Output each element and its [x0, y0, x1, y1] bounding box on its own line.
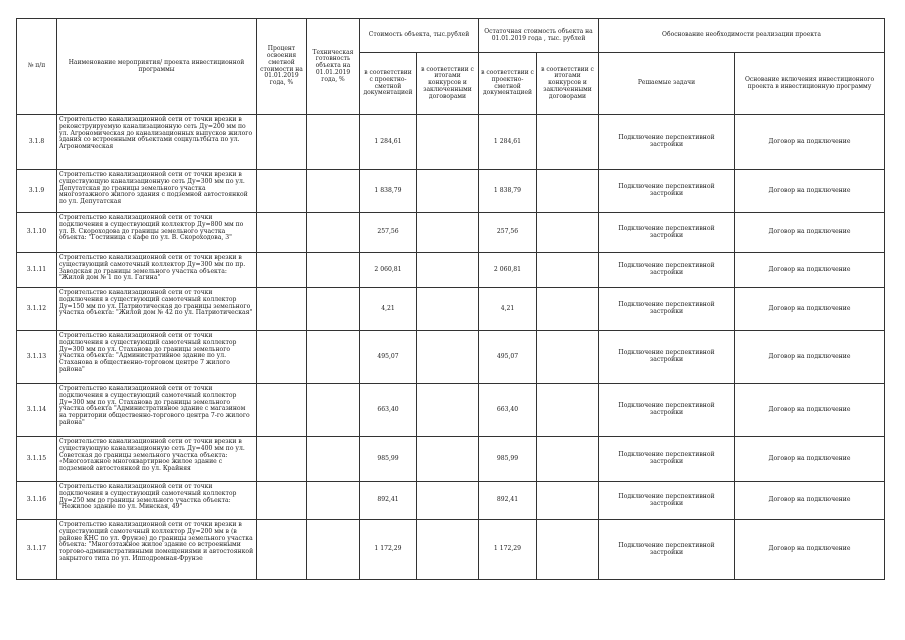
row-residual-contracts	[537, 288, 599, 331]
row-cost-design: 2 060,81	[360, 253, 417, 288]
row-number: 3.1.9	[17, 170, 57, 213]
row-task: Подключение перспективной застройки	[599, 331, 735, 384]
row-number: 3.1.8	[17, 115, 57, 170]
row-task: Подключение перспективной застройки	[599, 213, 735, 253]
col-name-header: Наименование мероприятия/ проекта инвестиционной программы	[57, 19, 257, 115]
row-cost-design: 1 838,79	[360, 170, 417, 213]
row-residual-contracts	[537, 170, 599, 213]
row-percent	[257, 288, 307, 331]
row-percent	[257, 384, 307, 437]
row-basis: Договор на подключение	[735, 520, 885, 580]
row-residual-design: 985,99	[479, 437, 537, 482]
row-residual-design: 495,07	[479, 331, 537, 384]
row-task: Подключение перспективной застройки	[599, 288, 735, 331]
row-readiness	[307, 288, 360, 331]
row-residual-contracts	[537, 384, 599, 437]
table-row	[17, 482, 885, 520]
document-sheet	[16, 18, 885, 580]
row-cost-contracts	[417, 331, 479, 384]
row-residual-contracts	[537, 331, 599, 384]
row-cost-design: 663,40	[360, 384, 417, 437]
row-readiness	[307, 213, 360, 253]
table-row	[17, 213, 885, 253]
row-task: Подключение перспективной застройки	[599, 520, 735, 580]
row-cost-design: 892,41	[360, 482, 417, 520]
row-basis: Договор на подключение	[735, 115, 885, 170]
row-readiness	[307, 170, 360, 213]
residual-group-header: Остаточная стоимость объекта на 01.01.2019 года , тыс. рублей	[479, 19, 599, 53]
row-percent	[257, 520, 307, 580]
row-cost-design: 4,21	[360, 288, 417, 331]
row-cost-contracts	[417, 213, 479, 253]
row-readiness	[307, 331, 360, 384]
row-cost-contracts	[417, 115, 479, 170]
row-cost-contracts	[417, 482, 479, 520]
row-basis: Договор на подключение	[735, 437, 885, 482]
row-basis: Договор на подключение	[735, 482, 885, 520]
row-percent	[257, 115, 307, 170]
row-residual-design: 2 060,81	[479, 253, 537, 288]
col-num-header: № п/п	[17, 19, 57, 115]
table-row	[17, 520, 885, 580]
row-residual-design: 892,41	[479, 482, 537, 520]
row-readiness	[307, 253, 360, 288]
row-residual-design: 4,21	[479, 288, 537, 331]
col-readiness-header: Техническая готовность объекта на 01.01.2019 года, %	[307, 19, 360, 115]
row-number: 3.1.14	[17, 384, 57, 437]
row-name: Строительство канализационной сети от точки подключения в существующий коллектор Ду=800 мм по ул. В. Скороходова до границы земельного участка объекта: "Гостиница с кафе по ул. В. Скороходова, 3"	[57, 213, 257, 253]
basis-header: Основание включения инвестиционного проекта в инвестиционную программу	[735, 53, 885, 115]
row-percent	[257, 253, 307, 288]
row-percent	[257, 331, 307, 384]
row-name: Строительство канализационной сети от точки подключения в существующий самотечный коллектор Ду=300 мм по ул. Стаханова до границы земельного участка объекта: "Административное здание по ул. Стаханова в общественно-торговом центре 7 жилого района"	[57, 331, 257, 384]
row-number: 3.1.10	[17, 213, 57, 253]
row-cost-contracts	[417, 384, 479, 437]
row-name: Строительство канализационной сети от точки врезки в существующий самотечный коллектор Ду=200 мм в (в районе КНС по ул. Фрунзе) до границы земельного участка объекта: "Многоэтажное жилое здание со встроенными торгово-административными помещениями и автостоянкой закрытого типа по ул. Ипподромная-Фрунзе	[57, 520, 257, 580]
row-percent	[257, 437, 307, 482]
row-readiness	[307, 520, 360, 580]
table-row	[17, 437, 885, 482]
table-row	[17, 170, 885, 213]
row-task: Подключение перспективной застройки	[599, 384, 735, 437]
row-readiness	[307, 437, 360, 482]
residual-contracts-header: в соответствии с итогами конкурсов и заключенными договорами	[537, 53, 599, 115]
row-name: Строительство канализационной сети от точки подключения в существующий самотечный коллектор Ду=300 мм по ул. Стаханова до границы земельного участка объекта "Административное здание с магазином на территории общественно-торгового центра 7-го жилого района"	[57, 384, 257, 437]
cost-group-header: Стоимость объекта, тыс.рублей	[360, 19, 479, 53]
row-cost-design: 985,99	[360, 437, 417, 482]
table-row	[17, 253, 885, 288]
row-percent	[257, 213, 307, 253]
row-basis: Договор на подключение	[735, 170, 885, 213]
row-basis: Договор на подключение	[735, 384, 885, 437]
row-number: 3.1.11	[17, 253, 57, 288]
col-percent-header: Процент освоения сметной стоимости на 01.01.2019 года, %	[257, 19, 307, 115]
row-readiness	[307, 384, 360, 437]
row-residual-contracts	[537, 437, 599, 482]
row-residual-design: 257,56	[479, 213, 537, 253]
row-cost-design: 1 172,29	[360, 520, 417, 580]
row-residual-contracts	[537, 213, 599, 253]
row-cost-contracts	[417, 437, 479, 482]
row-cost-contracts	[417, 253, 479, 288]
justification-group-header: Обоснование необходимости реализации проекта	[599, 19, 885, 53]
row-percent	[257, 482, 307, 520]
row-cost-contracts	[417, 170, 479, 213]
row-name: Строительство канализационной сети от точки подключения в существующий самотечный коллектор Ду=150 мм по ул. Патриотическая до границы земельного участка объекта: "Жилой дом № 42 по ул. Патриотическая"	[57, 288, 257, 331]
row-task: Подключение перспективной застройки	[599, 253, 735, 288]
table-row	[17, 384, 885, 437]
row-name: Строительство канализационной сети от точки врезки в существующую канализационную сеть Ду=300 мм по ул. Депутатская до границы земельного участка многоэтажного жилого здания с подземной автостоянкой по ул. Депутатская	[57, 170, 257, 213]
row-name: Строительство канализационной сети от точки врезки в реконструируемую канализационную сеть Ду=200 мм по ул. Агрономическая до канализационных выпусков жилого здания со встроенными объектами соцкультбыта по ул. Агрономическая	[57, 115, 257, 170]
cost-design-header: в соответствии с проектно-сметной документацией	[360, 53, 417, 115]
row-percent	[257, 170, 307, 213]
table-row	[17, 331, 885, 384]
tasks-header: Решаемые задачи	[599, 53, 735, 115]
row-name: Строительство канализационной сети от точки врезки в существующий самотечный коллектор Ду=300 мм по пр. Заводская до границы земельного участка объекта: "Жилой дом № 1 по ул. Гагина"	[57, 253, 257, 288]
row-residual-design: 1 838,79	[479, 170, 537, 213]
row-number: 3.1.17	[17, 520, 57, 580]
row-residual-design: 1 284,61	[479, 115, 537, 170]
row-number: 3.1.16	[17, 482, 57, 520]
row-residual-contracts	[537, 253, 599, 288]
investment-program-table	[16, 18, 885, 580]
cost-contracts-header: в соответствии с итогами конкурсов и заключенными договорами	[417, 53, 479, 115]
residual-design-header: в соответствии с проектно-сметной документацией	[479, 53, 537, 115]
row-task: Подключение перспективной застройки	[599, 115, 735, 170]
row-cost-design: 1 284,61	[360, 115, 417, 170]
row-basis: Договор на подключение	[735, 331, 885, 384]
row-cost-contracts	[417, 288, 479, 331]
row-cost-design: 257,56	[360, 213, 417, 253]
row-number: 3.1.13	[17, 331, 57, 384]
table-body	[17, 115, 885, 580]
row-task: Подключение перспективной застройки	[599, 482, 735, 520]
table-header	[17, 19, 885, 115]
row-residual-contracts	[537, 520, 599, 580]
row-task: Подключение перспективной застройки	[599, 170, 735, 213]
table-row	[17, 115, 885, 170]
row-number: 3.1.12	[17, 288, 57, 331]
row-cost-design: 495,07	[360, 331, 417, 384]
row-residual-design: 663,40	[479, 384, 537, 437]
row-residual-contracts	[537, 115, 599, 170]
row-number: 3.1.15	[17, 437, 57, 482]
row-name: Строительство канализационной сети от точки врезки в существующую канализационную сеть Ду=400 мм по ул. Советская до границы земельного участка объекта: «Многоэтажное многоквартирное жилое здание с подземной автостоянкой по ул. Крайняя	[57, 437, 257, 482]
row-basis: Договор на подключение	[735, 253, 885, 288]
row-task: Подключение перспективной застройки	[599, 437, 735, 482]
row-readiness	[307, 115, 360, 170]
row-cost-contracts	[417, 520, 479, 580]
row-basis: Договор на подключение	[735, 213, 885, 253]
table-row	[17, 288, 885, 331]
row-residual-contracts	[537, 482, 599, 520]
row-residual-design: 1 172,29	[479, 520, 537, 580]
row-basis: Договор на подключение	[735, 288, 885, 331]
row-readiness	[307, 482, 360, 520]
row-name: Строительство канализационной сети от точки подключения в существующий самотечный коллектор Ду=250 мм до границы земельного участка объекта: "Нежилое здание по ул. Минская, 49"	[57, 482, 257, 520]
